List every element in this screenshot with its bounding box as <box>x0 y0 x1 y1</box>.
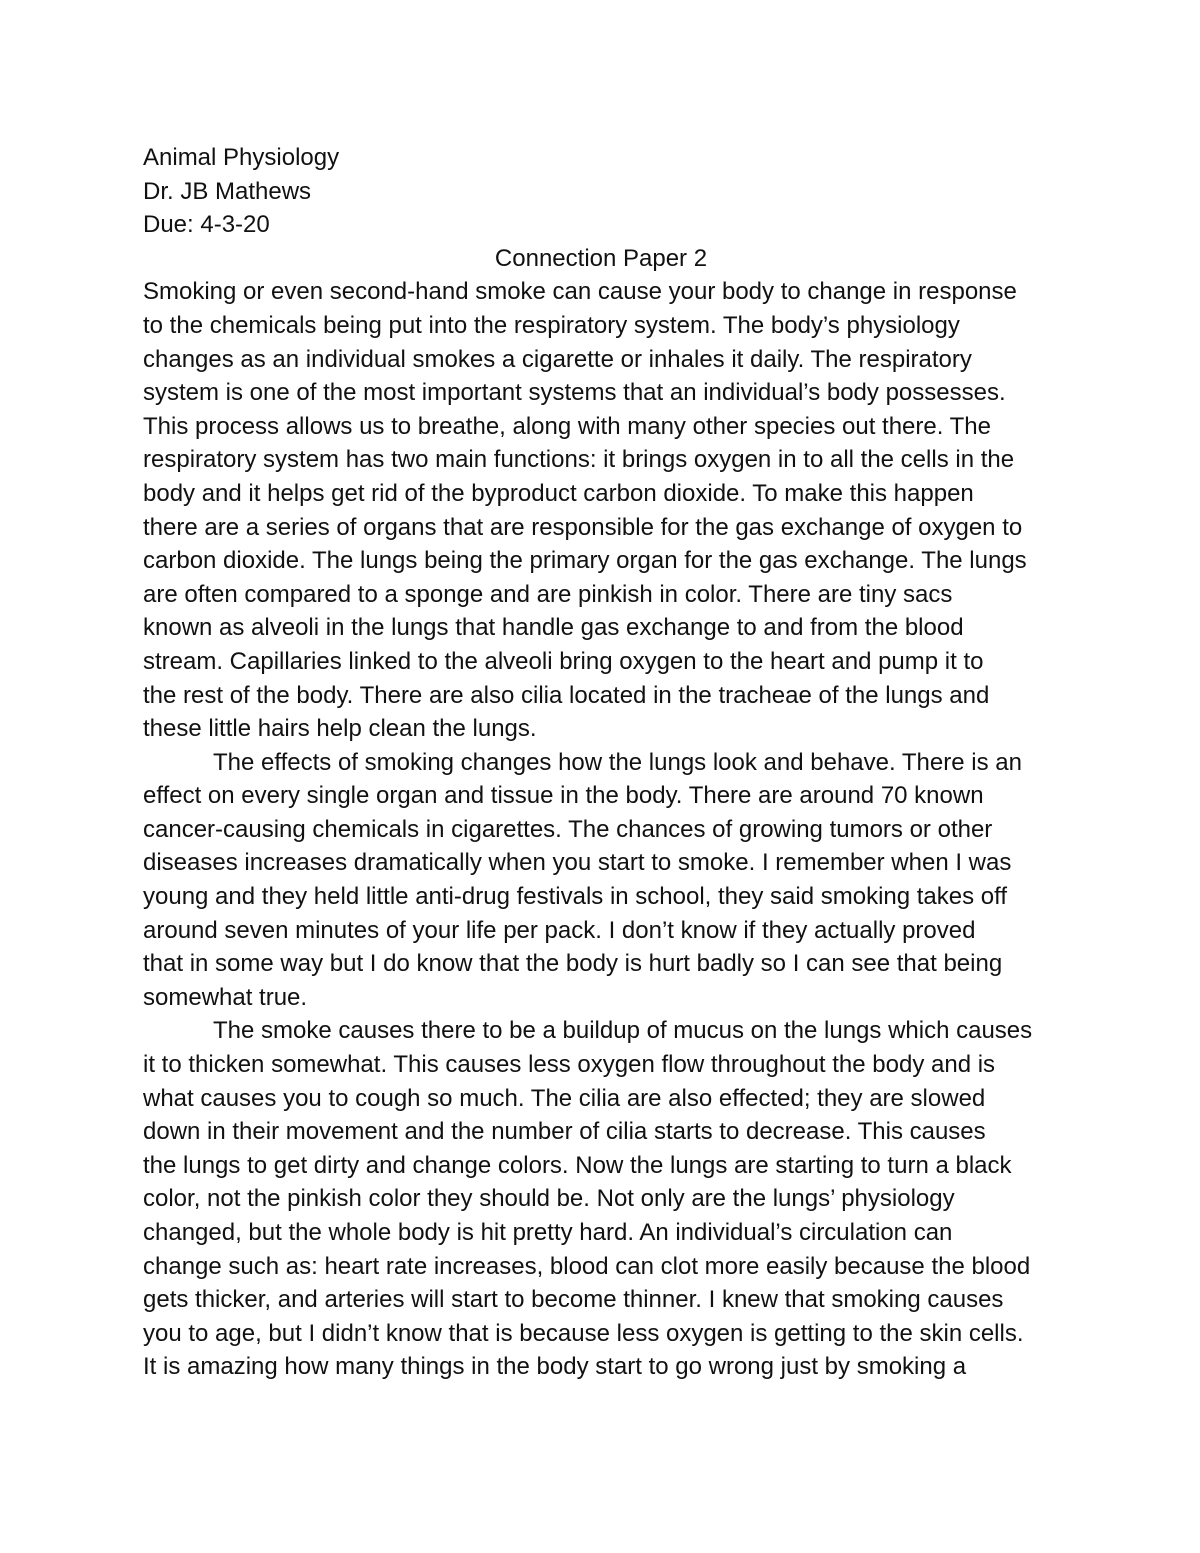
paragraph-line: Smoking or even second-hand smoke can cause your body to change in response <box>143 278 1017 306</box>
paragraph-line: you to age, but I didn’t know that is because less oxygen is getting to the skin cells. <box>143 1319 1024 1347</box>
paragraph-line: changes as an individual smokes a cigarette or inhales it daily. The respiratory <box>143 345 972 373</box>
paragraph-line: gets thicker, and arteries will start to become thinner. I knew that smoking causes <box>143 1286 1004 1314</box>
paragraph-line: effect on every single organ and tissue in the body. There are around 70 known <box>143 782 984 810</box>
paragraph-line: the lungs to get dirty and change colors. Now the lungs are starting to turn a black <box>143 1151 1012 1179</box>
paragraph-line: It is amazing how many things in the body start to go wrong just by smoking a <box>143 1353 967 1381</box>
paragraph-line: change such as: heart rate increases, blood can clot more easily because the blood <box>143 1252 1031 1280</box>
paragraph-2 <box>143 746 1083 1015</box>
paragraph-line: This process allows us to breathe, along with many other species out there. The <box>143 412 992 440</box>
due-date: Due: 4-3-20 <box>143 211 270 239</box>
paragraph-line: carbon dioxide. The lungs being the primary organ for the gas exchange. The lungs <box>143 547 1027 575</box>
paragraph-line: young and they held little anti-drug festivals in school, they said smoking takes off <box>143 883 1008 911</box>
paragraph-line: color, not the pinkish color they should be. Not only are the lungs’ physiology <box>143 1185 955 1213</box>
paragraph-line: cancer-causing chemicals in cigarettes. The chances of growing tumors or other <box>143 815 993 843</box>
paragraph-line: changed, but the whole body is hit pretty hard. An individual’s circulation can <box>143 1219 953 1246</box>
paragraph-line: there are a series of organs that are responsible for the gas exchange of oxygen to <box>143 513 1023 541</box>
course-name: Animal Physiology <box>143 144 340 171</box>
paragraph-line: down in their movement and the number of cilia starts to decrease. This causes <box>143 1118 986 1146</box>
paper-title: Connection Paper 2 <box>494 244 708 272</box>
paragraph-line: known as alveoli in the lungs that handle gas exchange to and from the blood <box>143 614 964 642</box>
document-body <box>143 141 1083 1384</box>
paragraph-line: to the chemicals being put into the respiratory system. The body’s physiology <box>143 311 960 339</box>
paragraph-line: around seven minutes of your life per pack. I don’t know if they actually proved <box>143 916 976 944</box>
paragraph-line: system is one of the most important systems that an individual’s body possesses. <box>143 379 1006 407</box>
paragraph-line: it to thicken somewhat. This causes less oxygen flow throughout the body and is <box>143 1051 996 1079</box>
paragraph-line: stream. Capillaries linked to the alveoli bring oxygen to the heart and pump it to <box>143 647 984 675</box>
paragraph-line: are often compared to a sponge and are pinkish in color. There are tiny sacs <box>143 580 953 608</box>
paragraph-line: The effects of smoking changes how the lungs look and behave. There is an <box>213 748 1022 776</box>
paragraph-line: respiratory system has two main functions: it brings oxygen in to all the cells in the <box>143 446 1015 474</box>
paragraph-line: diseases increases dramatically when you start to smoke. I remember when I was <box>143 849 1012 877</box>
paragraph-line: the rest of the body. There are also cilia located in the tracheae of the lungs and <box>143 681 990 709</box>
paragraph-3 <box>143 1014 1083 1384</box>
paragraph-line: somewhat true. <box>143 983 308 1011</box>
instructor-name: Dr. JB Mathews <box>143 177 312 205</box>
paragraph-line: that in some way but I do know that the body is hurt badly so I can see that being <box>143 950 1003 978</box>
paragraph-line: these little hairs help clean the lungs. <box>143 715 537 743</box>
paragraph-line: body and it helps get rid of the byproduct carbon dioxide. To make this happen <box>143 479 974 507</box>
paragraph-line: The smoke causes there to be a buildup of mucus on the lungs which causes <box>213 1017 1033 1045</box>
paragraph-1 <box>143 275 1083 745</box>
paragraph-line: what causes you to cough so much. The cilia are also effected; they are slowed <box>143 1084 986 1112</box>
